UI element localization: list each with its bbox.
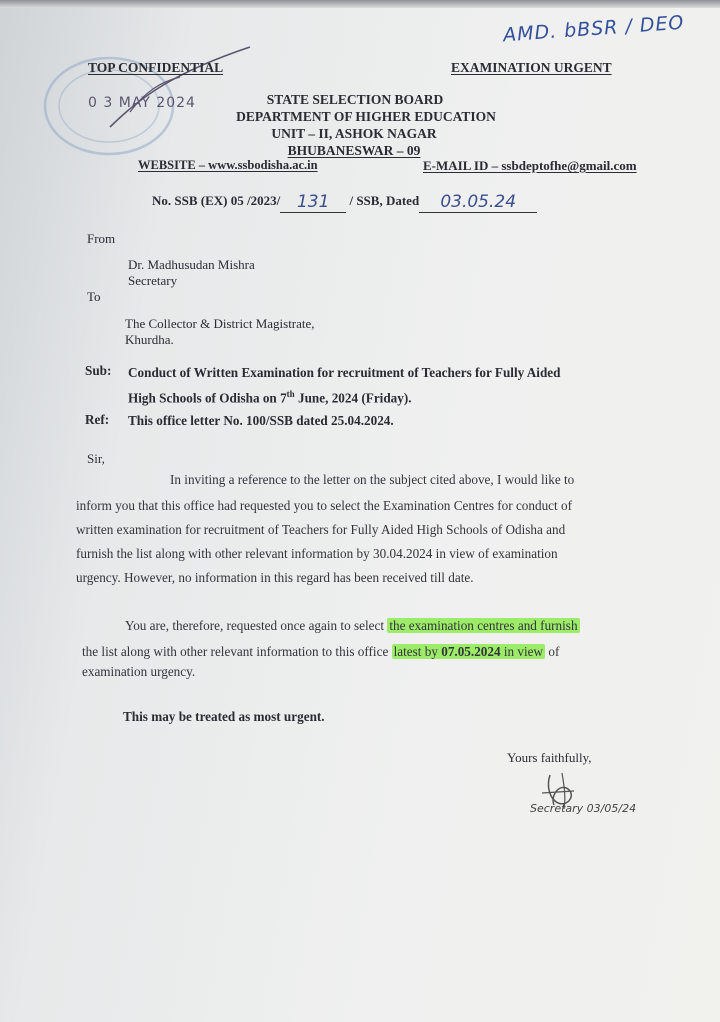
signature-mark-icon — [528, 765, 618, 825]
subject-line2 — [128, 389, 412, 406]
letter-number-suffix: / SSB, Dated — [349, 193, 420, 208]
letter-number-prefix: No. SSB (EX) 05 /2023/ — [152, 193, 281, 208]
subject-line1: Conduct of Written Examination for recruitment of Teachers for Fully Aided — [128, 365, 561, 380]
recipient-line1: The Collector & District Magistrate, — [125, 316, 315, 331]
sub-label: Sub: — [85, 363, 112, 378]
ref-label: Ref: — [85, 412, 110, 427]
letter-number-field — [280, 192, 346, 213]
to-label: To — [87, 289, 101, 304]
salutation: Sir, — [87, 451, 105, 466]
urgent-label: EXAMINATION URGENT — [451, 60, 612, 75]
from-label: From — [87, 231, 116, 246]
para2-deadline: 07.05.2024 — [441, 644, 501, 659]
para2-line1 — [125, 614, 580, 638]
handwritten-note: AMD. bBSR / DEO — [502, 11, 686, 47]
para2-hl-c: in view — [500, 644, 544, 659]
office-name: STATE SELECTION BOARD — [266, 92, 444, 107]
office-unit: UNIT – II, ASHOK NAGAR — [271, 126, 437, 141]
recipient-line2: Khurdha. — [125, 332, 174, 347]
letter-date: 03.05.24 — [440, 192, 517, 212]
para2-highlight-2 — [392, 644, 545, 659]
para1-line1: In inviting a reference to the letter on the subject cited above, I would like to — [170, 472, 575, 487]
website-label: WEBSITE – www.ssbodisha.ac.in — [138, 158, 318, 172]
ref-text: This office letter No. 100/SSB dated 25.04.2024. — [128, 413, 394, 428]
letter-number: 131 — [296, 192, 330, 212]
subject-sup: th — [286, 389, 295, 399]
sender-title: Secretary — [128, 273, 178, 288]
para2-hl-a: latest by — [393, 644, 442, 659]
para1-line4: furnish the list along with other relevant information by 30.04.2024 in view of examination — [76, 546, 558, 561]
sender-name: Dr. Madhusudan Mishra — [128, 257, 255, 272]
subject-line2-pre: High Schools of Odisha on 7 — [128, 390, 287, 406]
para1-line3: written examination for recruitment of Teachers for Fully Aided High Schools of Odisha and — [76, 522, 566, 537]
para2-line1-pre: You are, therefore, requested once again to select — [125, 618, 388, 633]
para2-line2-pre: the list along with other relevant information to this office — [82, 644, 392, 659]
signature-text: Secretary 03/05/24 — [530, 802, 637, 815]
office-department: DEPARTMENT OF HIGHER EDUCATION — [236, 109, 496, 124]
para2-highlight-1: the examination centres and furnish — [389, 618, 578, 633]
letter-date-field — [419, 192, 537, 213]
subject-line2-post: June, 2024 (Friday). — [294, 390, 412, 406]
closing: Yours faithfully, — [507, 750, 592, 765]
email-label: E-MAIL ID – ssbdeptofhe@gmail.com — [423, 158, 637, 173]
confidential-label: TOP CONFIDENTIAL — [88, 60, 224, 75]
para1-line2: inform you that this office had requested you to select the Examination Centres for conduct of — [76, 498, 572, 513]
stamp-date: 0 3 MAY 2024 — [88, 95, 196, 111]
office-city: BHUBANESWAR – 09 — [287, 143, 421, 158]
page-top-edge — [0, 0, 720, 8]
urgent-note: This may be treated as most urgent. — [123, 709, 325, 724]
para2-line2-post: of — [545, 644, 560, 659]
para1-line5: urgency. However, no information in this regard has been received till date. — [76, 570, 474, 585]
para2-line3: examination urgency. — [82, 664, 196, 679]
letter-number-row — [152, 190, 537, 211]
